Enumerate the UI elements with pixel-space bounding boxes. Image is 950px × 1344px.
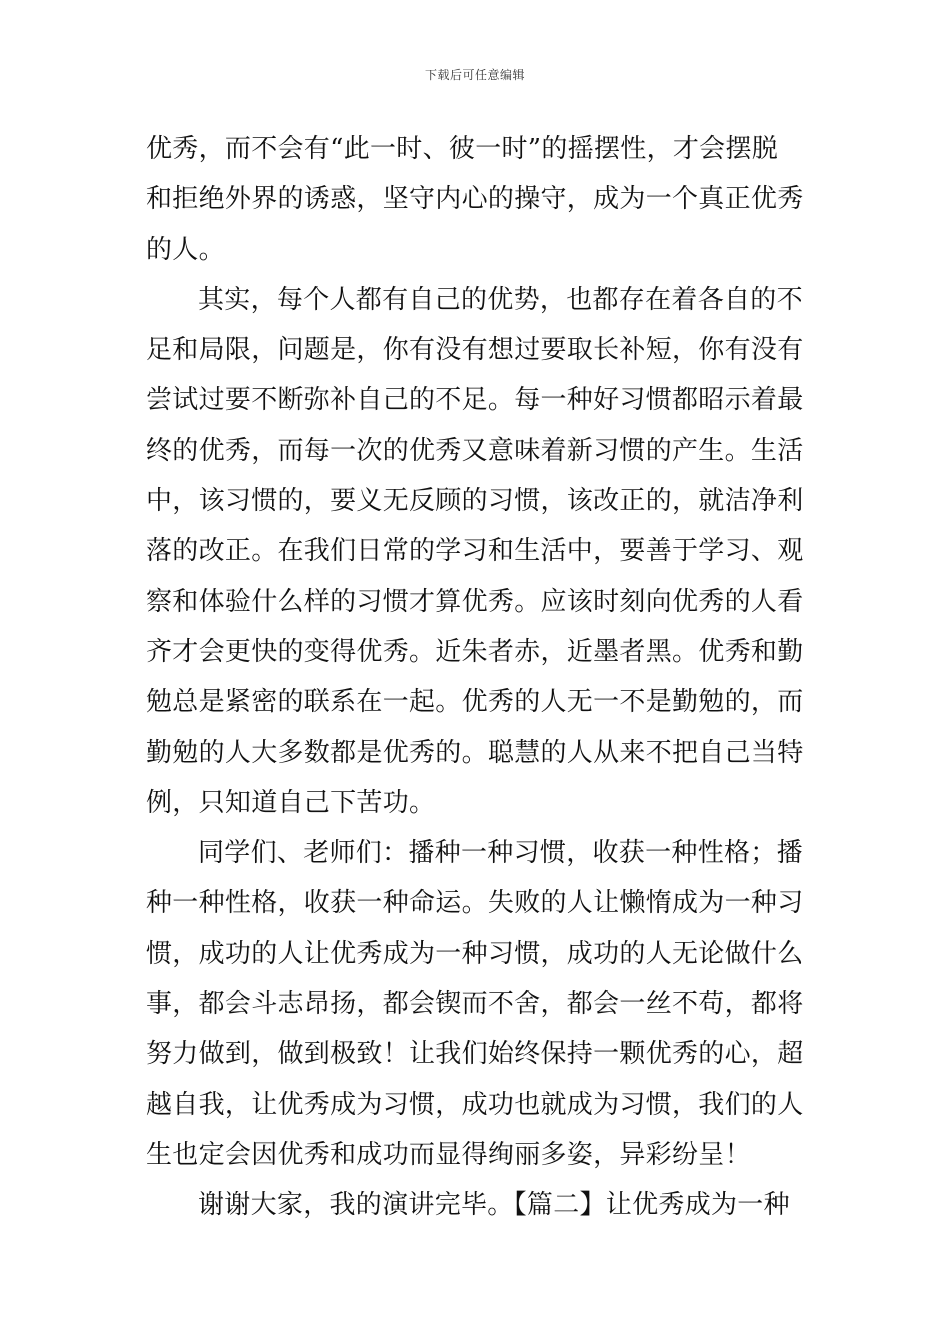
text-line: 生也定会因优秀和成功而显得绚丽多姿，异彩纷呈！ — [146, 1139, 751, 1170]
text-line: 尝试过要不断弥补自己的不足。每一种好习惯都昭示着最 — [146, 385, 804, 416]
text-line: 例，只知道自己下苦功。 — [146, 787, 436, 818]
text-line: 的人。 — [146, 234, 225, 265]
text-line: 努力做到，做到极致！让我们始终保持一颗优秀的心，超 — [146, 1039, 804, 1070]
page-header: 下载后可任意编辑 — [424, 68, 525, 82]
paragraph-first-line: 其实，每个人都有自己的优势，也都存在着各自的不 — [198, 284, 803, 315]
text-line: 齐才会更快的变得优秀。近朱者赤，近墨者黑。优秀和勤 — [146, 636, 804, 667]
text-line: 越自我，让优秀成为习惯，成功也就成为习惯，我们的人 — [146, 1089, 804, 1120]
document-body — [146, 124, 810, 1231]
text-line: 勉总是紧密的联系在一起。优秀的人无一不是勤勉的，而 — [146, 687, 804, 718]
text-line: 勤勉的人大多数都是优秀的。聪慧的人从来不把自己当特 — [146, 737, 804, 768]
text-line: 中，该习惯的，要义无反顾的习惯，该改正的，就洁净利 — [146, 486, 804, 517]
text-line: 和拒绝外界的诱惑，坚守内心的操守，成为一个真正优秀 — [146, 184, 804, 215]
text-line: 种一种性格，收获一种命运。失败的人让懒惰成为一种习 — [146, 888, 804, 919]
paragraph-first-line: 谢谢大家，我的演讲完毕。【篇二】让优秀成为一种 — [198, 1190, 790, 1221]
text-line: 优秀，而不会有“此一时、彼一时”的摇摆性，才会摆脱 — [146, 134, 779, 164]
text-line: 终的优秀，而每一次的优秀又意味着新习惯的产生。生活 — [146, 435, 804, 466]
text-line: 惯，成功的人让优秀成为一种习惯，成功的人无论做什么 — [146, 938, 804, 969]
text-line: 足和局限，问题是，你有没有想过要取长补短，你有没有 — [146, 335, 804, 366]
text-line: 落的改正。在我们日常的学习和生活中，要善于学习、观 — [146, 536, 804, 567]
text-line: 事，都会斗志昂扬，都会锲而不舍，都会一丝不苟，都将 — [146, 989, 804, 1020]
text-line: 察和体验什么样的习惯才算优秀。应该时刻向优秀的人看 — [146, 586, 804, 617]
paragraph-first-line: 同学们、老师们：播种一种习惯，收获一种性格；播 — [198, 838, 803, 869]
